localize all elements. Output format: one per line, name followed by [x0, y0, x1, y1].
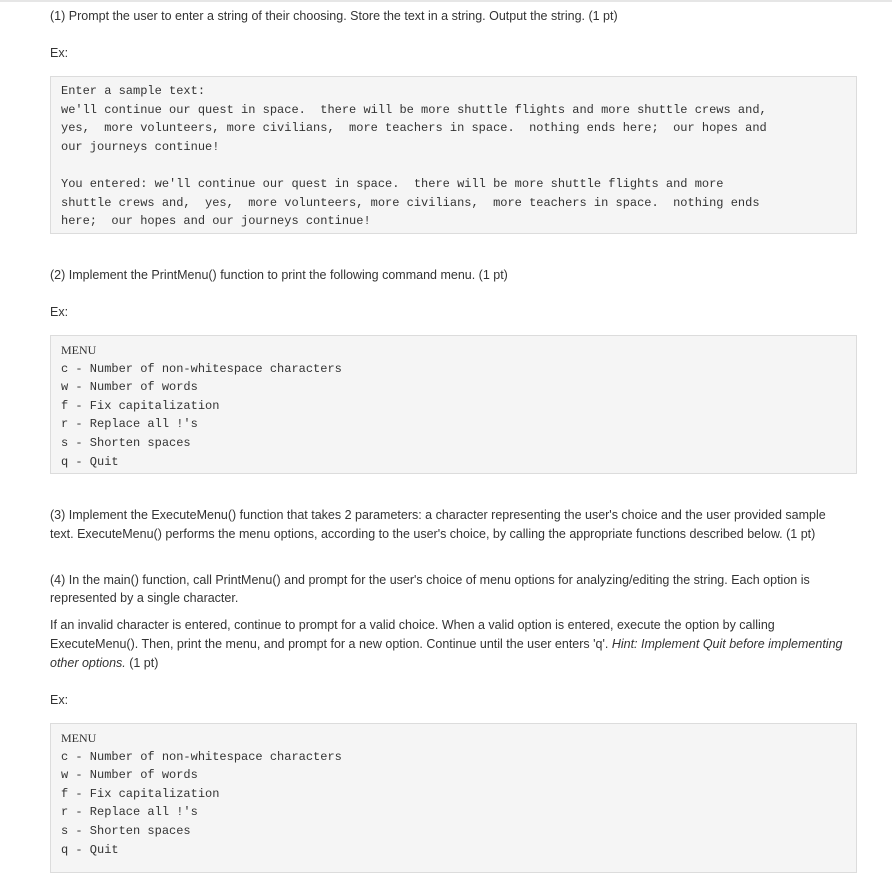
menu-line: s - Shorten spaces	[61, 823, 191, 838]
hint-text: Hint: Implement Quit before implementing	[611, 637, 843, 651]
menu-line: f - Fix capitalization	[61, 786, 220, 801]
part1-example-box	[50, 76, 857, 234]
example-line	[61, 156, 846, 175]
part1-ex-label: Ex:	[50, 46, 69, 60]
menu-line: w - Number of words	[61, 380, 198, 395]
menu-line: s - Shorten spaces	[61, 435, 191, 450]
part2-menu-box	[50, 335, 857, 474]
example-line: here; our hopes and our journeys continue!	[61, 214, 371, 229]
menu-line: q - Quit	[61, 842, 119, 857]
menu-line: r - Replace all !'s	[61, 417, 198, 432]
part4-points: (1 pt)	[125, 656, 159, 670]
part4-line-2: represented by a single character.	[50, 591, 239, 605]
menu-line: w - Number of words	[61, 768, 198, 783]
part4-menu-box	[50, 723, 857, 873]
top-border	[0, 0, 892, 2]
example-line: You entered: we'll continue our quest in space. there will be more shuttle flights and more	[61, 176, 724, 191]
menu-title: MENU	[61, 731, 97, 745]
menu-title: MENU	[61, 343, 97, 357]
menu-line: f - Fix capitalization	[61, 398, 220, 413]
part4-line-1: (4) In the main() function, call PrintMenu() and prompt for the user's choice of menu options for analyzing/editing the string. Each option is	[50, 573, 810, 587]
example-line: yes, more volunteers, more civilians, more teachers in space. nothing ends here; our hopes and	[61, 121, 767, 136]
part3-line-1: (3) Implement the ExecuteMenu() function that takes 2 parameters: a character representing the user's choice and the user provided sample	[50, 508, 826, 522]
part2-prompt: (2) Implement the PrintMenu() function to print the following command menu. (1 pt)	[50, 268, 508, 282]
part4-para2-text: ExecuteMenu(). Then, print the menu, and prompt for a new option. Continue until the user enters 'q'.	[50, 637, 612, 651]
part4-para2-line-3	[50, 654, 850, 673]
example-line: Enter a sample text:	[61, 84, 206, 98]
part4-para2-line-2	[50, 635, 850, 654]
part1-prompt: (1) Prompt the user to enter a string of their choosing. Store the text in a string. Output the string. (1 pt)	[50, 9, 618, 23]
part4-ex-label: Ex:	[50, 693, 69, 707]
menu-line: r - Replace all !'s	[61, 805, 198, 820]
example-line: shuttle crews and, yes, more volunteers, more civilians, more teachers in space. nothing ends	[61, 195, 760, 210]
menu-line: q - Quit	[61, 454, 119, 469]
part4-para2-line-1: If an invalid character is entered, continue to prompt for a valid choice. When a valid option is entered, execute the option by calling	[50, 618, 775, 632]
hint-text-cont: other options.	[50, 656, 126, 670]
part3-line-2: text. ExecuteMenu() performs the menu options, according to the user's choice, by calling the appropriate functions described below. (1 pt)	[50, 527, 816, 541]
example-line: our journeys continue!	[61, 139, 220, 154]
part2-ex-label: Ex:	[50, 305, 69, 319]
menu-line: c - Number of non-whitespace characters	[61, 361, 342, 376]
example-line: we'll continue our quest in space. there will be more shuttle flights and more shuttle crews and,	[61, 102, 767, 117]
menu-line: c - Number of non-whitespace characters	[61, 749, 342, 764]
